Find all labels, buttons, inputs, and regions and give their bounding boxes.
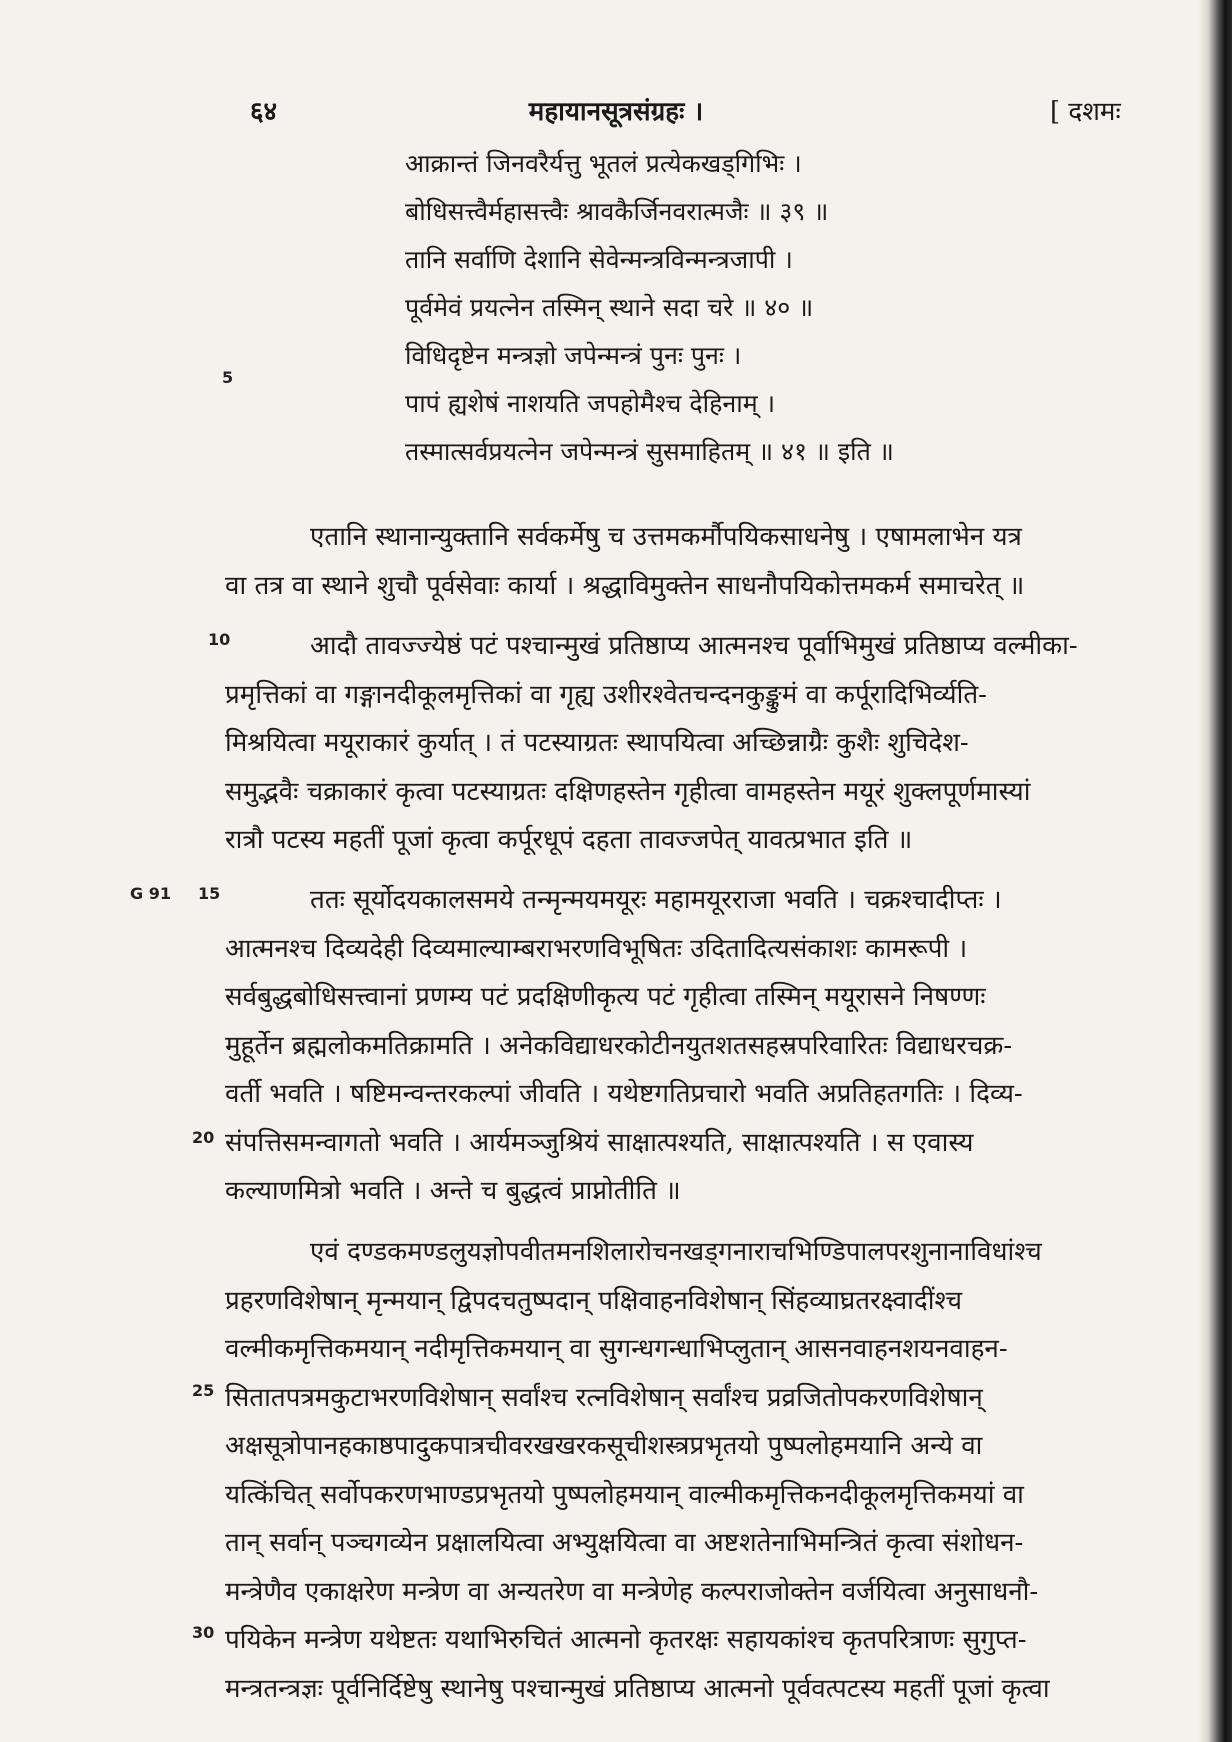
text-line: मन्त्रेणैव एकाक्षरेण मन्त्रेण वा अन्यतरेण वा मन्त्रेणेह कल्पराजोक्तेन वर्जयित्वा अनुसाधनौ- [225, 1576, 1039, 1607]
page-number: ६४ [250, 97, 278, 127]
text-line: आदौ तावज्ज्येष्ठं पटं पश्चान्मुखं प्रतिष्ठाप्य आत्मनश्च पूर्वाभिमुखं प्रतिष्ठाप्य वल्मीका- [310, 631, 1078, 661]
text-line: वा तत्र वा स्थाने शुचौ पूर्वसेवाः कार्या । श्रद्धाविमुक्तेन साधनौपयिकोत्तमकर्म समाचरेत् ॥ [225, 570, 1025, 601]
verse-line: बोधिसत्त्वैर्महासत्त्वैः श्रावकैर्जिनवरात्मजैः ॥ ३९ ॥ [405, 197, 829, 226]
text-line: कल्याणमित्रो भवति । अन्ते च बुद्धत्वं प्राप्नोतीति ॥ [225, 1176, 681, 1206]
verse-line: विधिदृष्टेन मन्त्रज्ञो जपेन्मन्त्रं पुनः पुनः । [405, 341, 742, 370]
text-line: सर्वबुद्धबोधिसत्त्वानां प्रणम्य पटं प्रदक्षिणीकृत्य पटं गृहीत्वा तस्मिन् मयूरासने निषण्णः [225, 982, 986, 1012]
text-line: पयिकेन मन्त्रेण यथेष्टतः यथाभिरुचितं आत्मनो कृतरक्षः सहायकांश्च कृतपरित्राणः सुगुप्त- [225, 1625, 1027, 1655]
text-line: मिश्रयित्वा मयूराकारं कुर्यात् । तं पटस्याग्रतः स्थापयित्वा अच्छिन्नाग्रैः कुशैः शुचिदेश- [225, 728, 969, 758]
margin-line-number: 15 [198, 884, 221, 903]
text-line: रात्रौ पटस्य महतीं पूजां कृत्वा कर्पूरधूपं दहता तावज्जपेत् यावत्प्रभात इति ॥ [225, 825, 913, 855]
text-line: यत्किंचित् सर्वोपकरणभाण्डप्रभृतयो पुष्पलोहमयान् वाल्मीकमृत्तिकनदीकूलमृत्तिकमयां वा [225, 1479, 1024, 1510]
verse-line: पूर्वमेवं प्रयत्नेन तस्मिन् स्थाने सदा चरे ॥ ४० ॥ [405, 293, 814, 322]
edition-page-reference: G 91 [130, 884, 171, 903]
text-line: वर्ती भवति । षष्टिमन्वन्तरकल्पां जीवति । यथेष्टगतिप्रचारो भवति अप्रतिहतगतिः । दिव्य- [225, 1079, 1023, 1109]
text-line: समुद्भवैः चक्राकारं कृत्वा पटस्याग्रतः दक्षिणहस्तेन गृहीत्वा वामहस्तेन मयूरं शुक्लपूर्णमास्यां [225, 776, 1031, 807]
running-title: महायानसूत्रसंग्रहः । [528, 97, 704, 127]
book-spine-shadow [1198, 0, 1232, 1742]
paragraph-2 [225, 622, 1140, 865]
section-label: [ दशमः [1050, 97, 1121, 127]
running-header [0, 92, 1232, 132]
text-line: प्रहरणविशेषान् मृन्मयान् द्विपदचतुष्पदान् पक्षिवाहनविशेषान् सिंहव्याघ्रतरक्ष्वादींश्च [225, 1285, 963, 1316]
verse-line: तानि सर्वाणि देशानि सेवेन्मन्त्रविन्मन्त्रजापी । [405, 245, 793, 274]
text-line: अक्षसूत्रोपानहकाष्ठपादुकपात्रचीवरखखरकसूचीशस्त्रप्रभृतयो पुष्पलोहमयानि अन्ये वा [225, 1431, 983, 1461]
verse-line: आक्रान्तं जिनवरैर्यत्तु भूतलं प्रत्येकखड्गिभिः । [405, 149, 802, 178]
margin-line-number: 10 [208, 630, 231, 649]
text-line: मुहूर्तेन ब्रह्मलोकमतिक्रामति । अनेकविद्याधरकोटीनयुतशतसहस्रपरिवारितः विद्याधरचक्र- [225, 1030, 1013, 1061]
margin-line-number: 30 [192, 1623, 215, 1642]
verse-line: तस्मात्सर्वप्रयत्नेन जपेन्मन्त्रं सुसमाहितम् ॥ ४१ ॥ इति ॥ [405, 437, 894, 466]
paragraph-4 [225, 1228, 1140, 1713]
text-line: आत्मनश्च दिव्यदेही दिव्यमाल्याम्बराभरणविभूषितः उदितादित्यसंकाशः कामरूपी । [225, 933, 968, 964]
text-line: एवं दण्डकमण्डलुयज्ञोपवीतमनशिलारोचनखड्गनाराचभिण्डिपालपरशुनानाविधांश्च [310, 1237, 1042, 1267]
text-line: वल्मीकमृत्तिकमयान् नदीमृत्तिकमयान् वा सुगन्धगन्धाभिप्लुतान् आसनवाहनशयनवाहन- [225, 1334, 1008, 1364]
margin-line-number: 5 [222, 368, 234, 387]
text-line: मन्त्रतन्त्रज्ञः पूर्वनिर्दिष्टेषु स्थानेषु पश्चान्मुखं प्रतिष्ठाप्य आत्मनो पूर्ववत्पटस्य महतीं पूजां कृत्वा [225, 1673, 1050, 1704]
paragraph-1 [225, 513, 1140, 610]
paragraph-3 [225, 876, 1140, 1216]
text-line: प्रमृत्तिकां वा गङ्गानदीकूलमृत्तिकां वा गृह्य उशीरश्वेतचन्दनकुङ्कुमं वा कर्पूरादिभिर्व्यति- [225, 679, 987, 710]
text-line: सितातपत्रमकुटाभरणविशेषान् सर्वांश्च रत्नविशेषान् सर्वांश्च प्रव्रजितोपकरणविशेषान् [225, 1382, 983, 1413]
margin-line-number: 25 [192, 1381, 215, 1400]
verse-line: पापं ह्यशेषं नाशयति जपहोमैश्च देहिनाम् । [405, 389, 776, 418]
text-line: संपत्तिसमन्वागतो भवति । आर्यमञ्जुश्रियं साक्षात्पश्यति, साक्षात्पश्यति । स एवास्य [225, 1127, 974, 1158]
text-line: तान् सर्वान् पञ्चगव्येन प्रक्षालयित्वा अभ्युक्षयित्वा वा अष्टशतेनाभिमन्त्रितं कृत्वा संशोधन- [225, 1528, 1024, 1558]
text-line: ततः सूर्योदयकालसमये तन्मृन्मयमयूरः महामयूरराजा भवति । चक्रश्चादीप्तः । [310, 885, 1002, 915]
margin-line-number: 20 [192, 1128, 215, 1147]
text-line: एतानि स्थानान्युक्तानि सर्वकर्मेषु च उत्तमकर्मौपयिकसाधनेषु । एषामलाभेन यत्र [310, 522, 1022, 552]
